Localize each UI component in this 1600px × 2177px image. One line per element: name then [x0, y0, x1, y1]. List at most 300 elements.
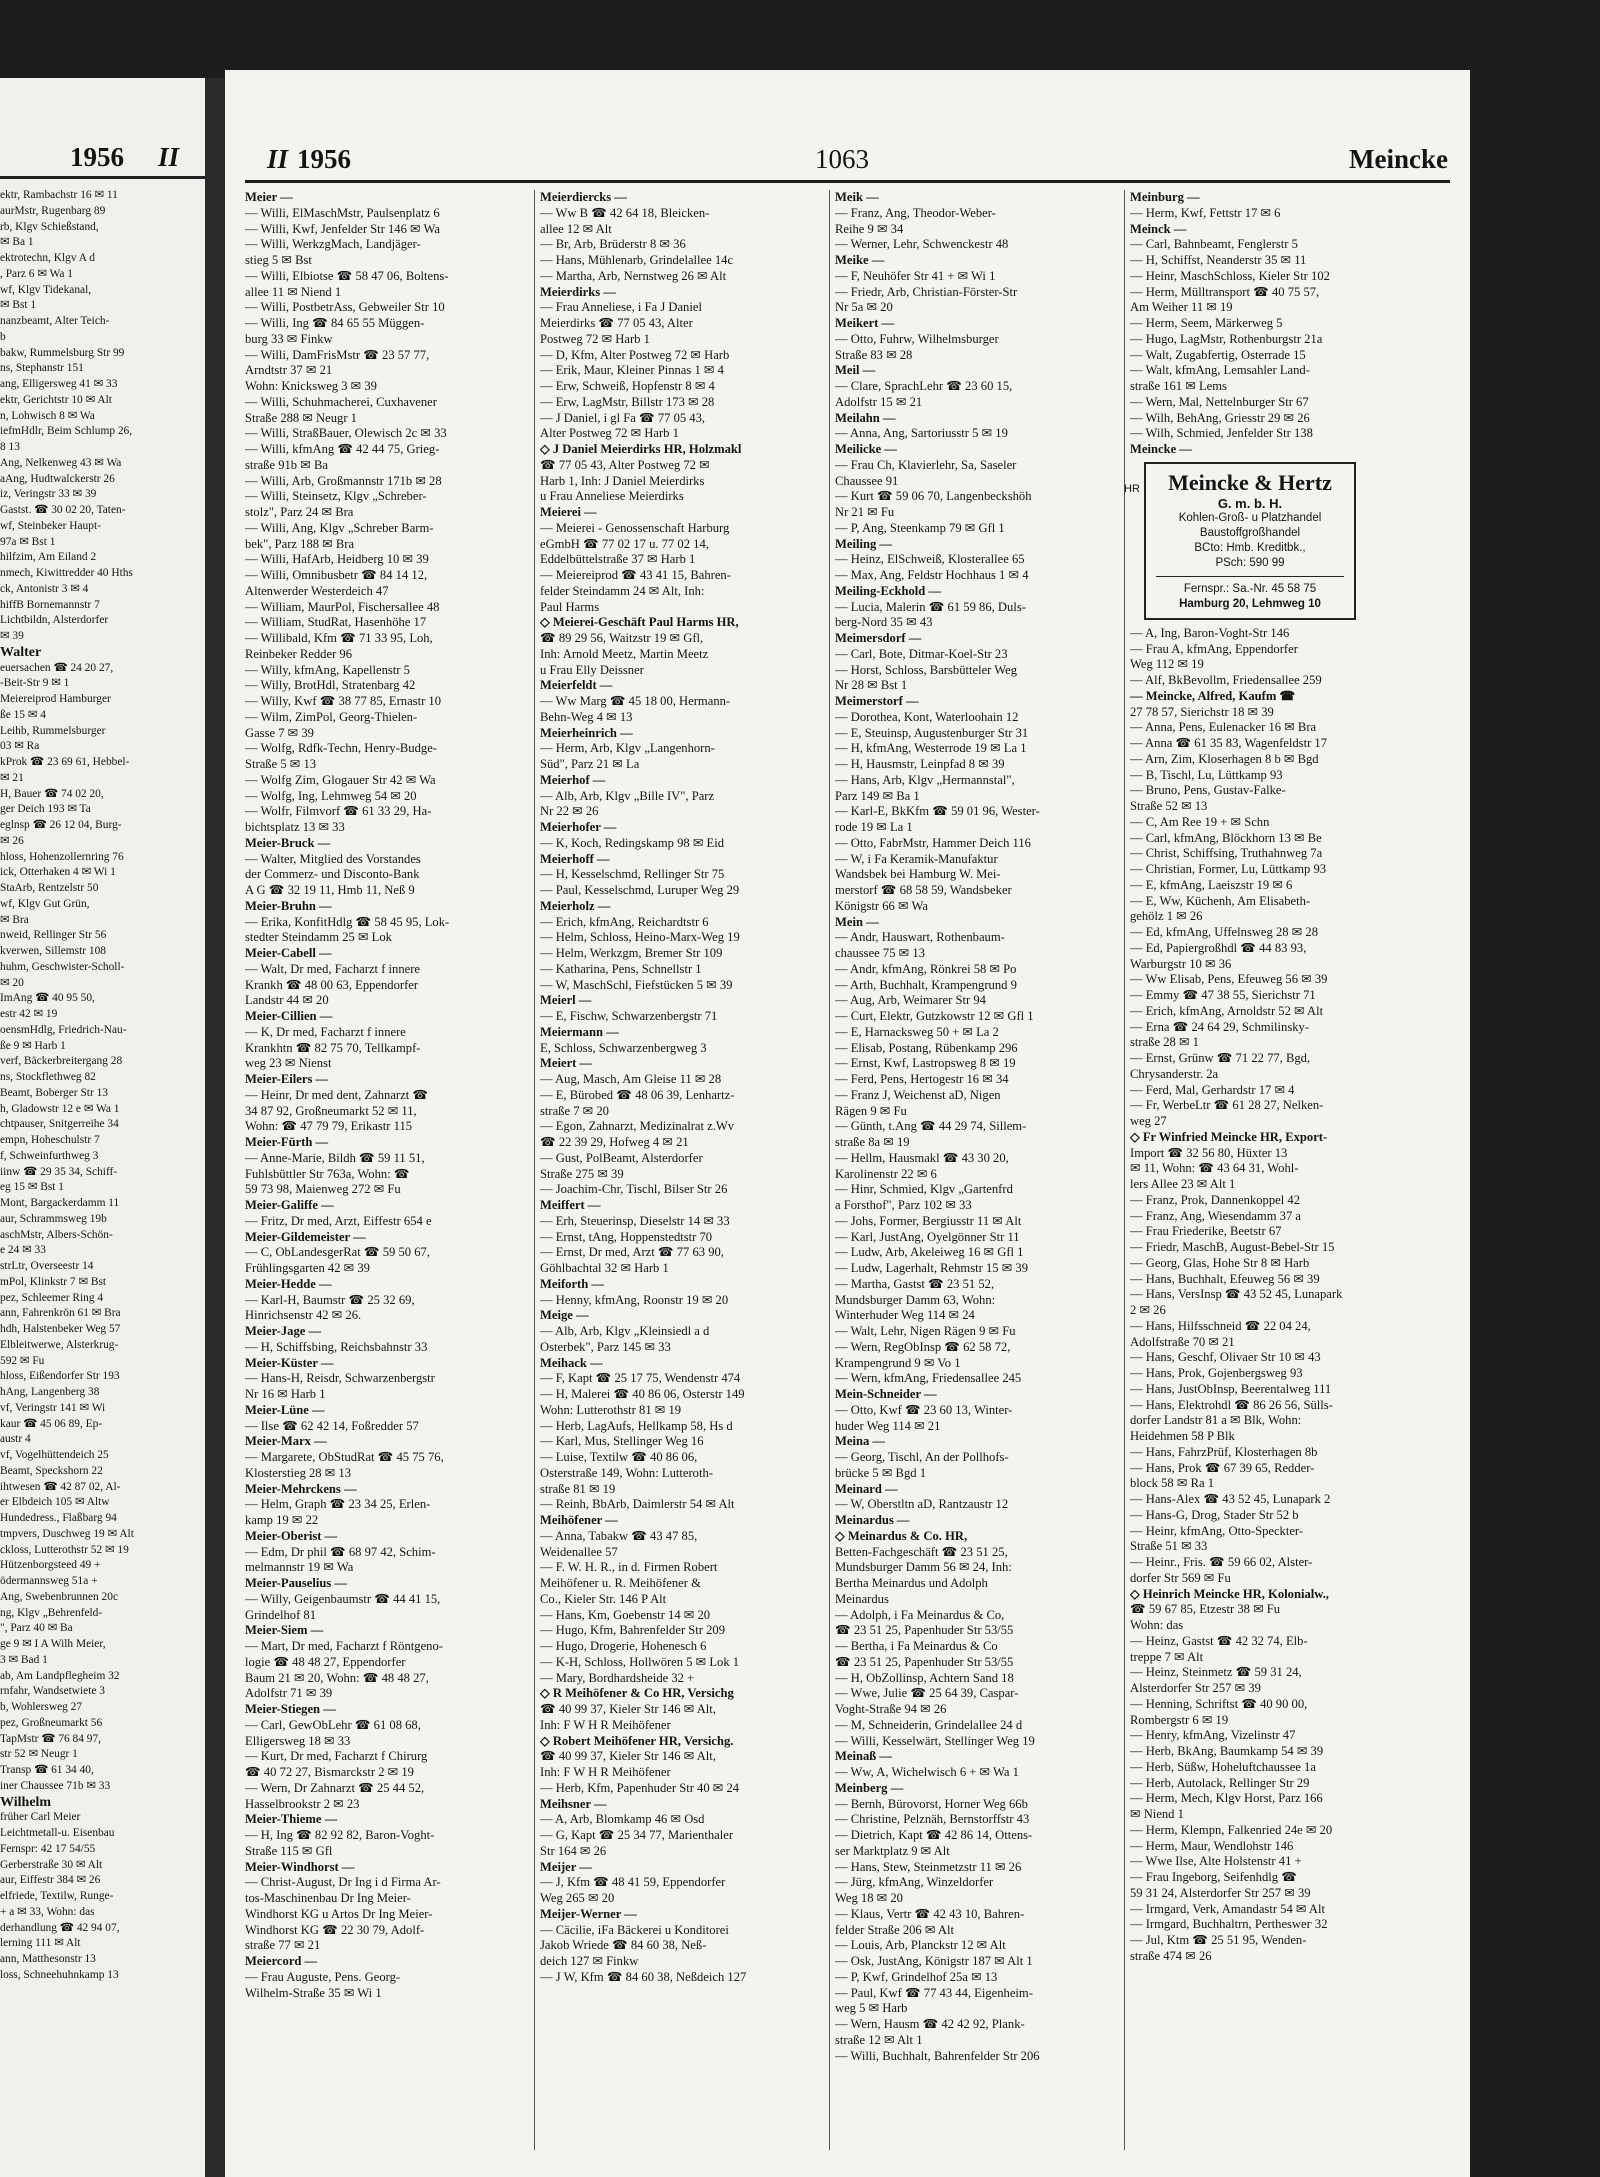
directory-surname-heading: Meinck — — [1130, 221, 1187, 236]
previous-page-line: ann, Fahrenkrön 61 ✉ Bra — [0, 1307, 121, 1320]
directory-surname-heading: Meierheinrich — — [540, 725, 633, 740]
directory-surname-heading: Meier — — [245, 190, 293, 204]
directory-surname-heading: Meier-Mehrckens — — [245, 1481, 357, 1496]
directory-entry-line: — H, Schiffsbing, Reichsbahnstr 33 — [245, 1339, 428, 1354]
directory-entry-line: Eddelbüttelstraße 37 ✉ Harb 1 — [540, 552, 696, 567]
directory-entry-line: Wohn: das — [1130, 1618, 1184, 1632]
ad-company-name: Meincke & Hertz — [1168, 469, 1332, 495]
directory-entry-line: — Hinr, Schmied, Klgv „Gartenfrd — [835, 1182, 1013, 1197]
directory-entry-line: — Christian, Former, Lu, Lüttkamp 93 — [1130, 862, 1327, 876]
previous-page-line: ImAng ☎ 40 95 50, — [0, 992, 95, 1005]
directory-entry-line: — Ernst, Kwf, Lastropsweg 8 ✉ 19 — [835, 1056, 1016, 1071]
directory-entry-line: Rägen 9 ✉ Fu — [835, 1103, 907, 1118]
directory-entry-line: — Margarete, ObStudRat ☎ 45 75 76, — [245, 1450, 444, 1464]
previous-page-line: ihtwesen ☎ 42 87 02, Al- — [0, 1480, 121, 1493]
directory-entry-line: — H, Kesselschmd, Rellinger Str 75 — [540, 867, 725, 882]
directory-entry-line: — Wern, kfmAng, Friedensallee 245 — [835, 1371, 1022, 1386]
directory-entry-line: ☎ 22 39 29, Hofweg 4 ✉ 21 — [540, 1135, 689, 1149]
directory-entry-line: Weg 18 ✉ 20 — [835, 1891, 903, 1905]
previous-page-line: 3 ✉ Bad 1 — [0, 1653, 48, 1666]
previous-page-line: ", Parz 40 ✉ Ba — [0, 1622, 73, 1635]
previous-page-line: ✉ 20 — [0, 976, 24, 989]
directory-entry-line: — Klaus, Vertr ☎ 42 43 10, Bahren- — [835, 1906, 1025, 1921]
directory-entry-line: ◇ R Meihöfener & Co HR, Versichg — [540, 1686, 734, 1701]
directory-entry-line: gehölz 1 ✉ 26 — [1130, 909, 1203, 924]
directory-entry-line: — Erw, LagMstr, Billstr 173 ✉ 28 — [540, 394, 715, 409]
directory-entry-line: Weg 112 ✉ 19 — [1130, 657, 1204, 672]
directory-entry-line: Chaussee 91 — [835, 473, 899, 488]
directory-entry-line: — Ww Elisab, Pens, Efeuweg 56 ✉ 39 — [1130, 972, 1328, 987]
ad-legal-form: G. m. b. H. — [1217, 495, 1283, 511]
previous-page-line: empn, Hoheschulstr 7 — [0, 1134, 100, 1146]
directory-entry-line: Alter Postweg 72 ✉ Harb 1 — [540, 426, 679, 441]
column-4-entries-top — [1130, 190, 1430, 458]
previous-page-line: Beamt, Speckshorn 22 — [0, 1464, 103, 1477]
directory-entry-line: Wohn: ☎ 47 79 79, Erikastr 115 — [245, 1119, 413, 1134]
previous-page-line: ektr, Rambachstr 16 ✉ 11 — [0, 189, 118, 201]
ad-bank-line: BCto: Hmb. Kreditbk., — [1194, 541, 1306, 554]
directory-entry-line: felder Straße 206 ✉ Alt — [835, 1922, 954, 1937]
directory-surname-heading: Meier-Bruck — — [245, 835, 331, 850]
directory-entry-line: stolz", Parz 24 ✉ Bra — [245, 505, 354, 519]
directory-entry-line: — Carl, kfmAng, Blöckhorn 13 ✉ Be — [1130, 830, 1322, 845]
directory-entry-line: — Wern, RegObInsp ☎ 62 58 72, — [835, 1339, 1011, 1354]
directory-entry-line: — Friedr, Arb, Christian-Förster-Str — [835, 284, 1018, 299]
directory-entry-line: — K-H, Schloss, Hollwören 5 ✉ Lok 1 — [540, 1654, 740, 1669]
directory-entry-line: u Frau Elly Deissner — [540, 662, 644, 677]
directory-entry-line: — E, Harnacksweg 50 + ✉ La 2 — [835, 1024, 999, 1039]
directory-entry-line: dorfer Landstr 81 a ✉ Blk, Wohn: — [1130, 1413, 1302, 1428]
directory-entry-line: — Erna ☎ 24 64 29, Schmilinsky- — [1130, 1019, 1310, 1034]
directory-entry-line: — E, Bürobed ☎ 48 06 39, Lenhartz- — [540, 1087, 735, 1102]
previous-page-line: Lichtbildn, Alsterdorfer — [0, 614, 109, 627]
directory-entry-line: — Mary, Bordhardsheide 32 + — [540, 1670, 695, 1685]
directory-entry-line: — Herm, Kwf, Fettstr 17 ✉ 6 — [1130, 205, 1281, 220]
previous-page-line: Leichtmetall-u. Eisenbau — [0, 1827, 115, 1839]
directory-entry-line: — Erik, Maur, Kleiner Pinnas 1 ✉ 4 — [540, 363, 724, 378]
directory-entry-line: — Andr, Hauswart, Rothenbaum- — [835, 930, 1005, 945]
directory-entry-line: Grindelhof 81 — [245, 1607, 316, 1622]
previous-page-line: Meiereiprod Hamburger — [0, 693, 111, 705]
directory-entry-line: Göhlbachtal 32 ✉ Harb 1 — [540, 1261, 669, 1275]
previous-page-line: iinw ☎ 29 35 34, Schiff- — [0, 1165, 118, 1178]
previous-page-line: aschMstr, Albers-Schön- — [0, 1228, 113, 1241]
previous-page-line: + a ✉ 33, Wohn: das — [0, 1905, 95, 1918]
directory-surname-heading: Meihsner — — [540, 1796, 607, 1811]
directory-entry-line: — Frau A, kfmAng, Eppendorfer — [1130, 641, 1298, 656]
column-1 — [245, 190, 535, 2001]
directory-entry-line: — Walt, Lehr, Nigen Rägen 9 ✉ Fu — [835, 1324, 1016, 1338]
directory-entry-line: — Lucia, Malerin ☎ 61 59 86, Duls- — [835, 599, 1026, 614]
directory-entry-line: — Franz, Ang, Wiesendamm 37 a — [1130, 1208, 1301, 1223]
directory-surname-heading: Meier-Oberist — — [245, 1528, 338, 1543]
directory-entry-line: 2 ✉ 26 — [1130, 1303, 1166, 1317]
directory-surname-heading: Meina — — [835, 1434, 886, 1449]
directory-entry-line: Nr 5a ✉ 20 — [835, 300, 893, 315]
previous-page-line: aur, Eiffestr 384 ✉ 26 — [0, 1874, 101, 1887]
directory-entry-line: — Christ-August, Dr Ing i d Firma Ar- — [245, 1875, 441, 1890]
directory-entry-line: E, Schloss, Schwarzenbergweg 3 — [540, 1040, 707, 1055]
directory-entry-line: — Hans, Prok ☎ 67 39 65, Redder- — [1130, 1460, 1315, 1475]
directory-entry-line: — Christine, Pelznäh, Bernstorffstr 43 — [835, 1812, 1030, 1827]
directory-entry-line: — Ernst, Grünw ☎ 71 22 77, Bgd, — [1130, 1051, 1311, 1065]
directory-entry-line: Frühlingsgarten 42 ✉ 39 — [245, 1261, 370, 1275]
directory-surname-heading: Mein-Schneider — — [835, 1387, 937, 1401]
directory-surname-heading: Meimersdorf — — [835, 631, 922, 645]
previous-page-line: tmpvers, Duschweg 19 ✉ Alt — [0, 1527, 134, 1540]
directory-entry-line: — Hellm, Hausmakl ☎ 43 30 20, — [835, 1150, 1009, 1165]
directory-entry-line: — Willy, Kwf ☎ 38 77 85, Ernastr 10 — [245, 694, 442, 708]
directory-entry-line: straße 161 ✉ Lems — [1130, 379, 1227, 393]
directory-entry-line: — Reinh, BbArb, Daimlerstr 54 ✉ Alt — [540, 1497, 735, 1512]
directory-entry-line: Landstr 44 ✉ 20 — [245, 993, 329, 1008]
directory-entry-line: melmannstr 19 ✉ Wa — [245, 1560, 354, 1575]
directory-entry-line: — Edm, Dr phil ☎ 68 97 42, Schim- — [245, 1544, 436, 1559]
previous-page-line: iefmHdlr, Beim Schlump 26, — [0, 425, 133, 438]
directory-entry-line: Voght-Straße 94 ✉ 26 — [835, 1702, 947, 1716]
column-4 — [1124, 190, 1430, 1965]
previous-page-line: ✉ 21 — [0, 771, 24, 784]
directory-entry-line: — Cäcilie, iFa Bäckerei u Konditorei — [540, 1922, 729, 1937]
previous-page-line: TapMstr ☎ 76 84 97, — [0, 1732, 102, 1745]
directory-surname-heading: Meier-Stiegen — — [245, 1702, 336, 1716]
directory-entry-line: Osterstraße 149, Wohn: Lutteroth- — [540, 1465, 713, 1480]
previous-page-line: ng, Klgv „Behrenfeld- — [0, 1606, 103, 1619]
directory-entry-line: — Herb, Kfm, Papenhuder Str 40 ✉ 24 — [540, 1780, 740, 1795]
directory-entry-line: — Meierei - Genossenschaft Harburg — [540, 520, 730, 535]
directory-entry-line: — Wern, Mal, Nettelnburger Str 67 — [1130, 394, 1309, 409]
directory-entry-line: Straße 51 ✉ 33 — [1130, 1539, 1208, 1554]
directory-entry-line: — Carl, Bote, Ditmar-Koel-Str 23 — [835, 646, 1008, 661]
directory-entry-line: — Ww, A, Wichelwisch 6 + ✉ Wa 1 — [835, 1765, 1019, 1779]
directory-entry-line: — Hugo, Drogerie, Hohenesch 6 — [540, 1639, 707, 1653]
directory-surname-heading: Meier-Cabell — — [245, 946, 332, 960]
directory-surname-heading: Meige — — [540, 1308, 589, 1323]
previous-page-text — [0, 188, 205, 1984]
directory-entry-line: — Hugo, Kfm, Bahrenfelder Str 209 — [540, 1623, 726, 1638]
directory-entry-line: tos-Maschinenbau Dr Ing Meier- — [245, 1891, 411, 1905]
directory-page — [225, 70, 1470, 2177]
directory-entry-line: — Willi, StraßBauer, Olewisch 2c ✉ 33 — [245, 426, 447, 441]
previous-page-line: hloss, Hohenzollernring 76 — [0, 850, 124, 863]
directory-entry-line: — Franz, Ang, Theodor-Weber- — [835, 205, 996, 220]
directory-entry-line: A G ☎ 32 19 11, Hmb 11, Neß 9 — [245, 883, 415, 897]
directory-entry-line: Reinbeker Redder 96 — [245, 646, 353, 661]
directory-entry-line: — Kurt ☎ 59 06 70, Langenbeckshöh — [835, 489, 1032, 504]
directory-entry-line: — E, Steuinsp, Augustenburger Str 31 — [835, 725, 1029, 740]
directory-entry-line: — William, MaurPol, Fischersallee 48 — [245, 599, 440, 614]
previous-page-line: Leihb, Rummelsburger — [0, 724, 106, 737]
previous-page-line: eg 15 ✉ Bst 1 — [0, 1181, 64, 1194]
directory-entry-line: Str 164 ✉ 26 — [540, 1843, 607, 1858]
advertisement-box — [1124, 462, 1356, 620]
directory-entry-line: — Carl, GewObLehr ☎ 61 08 68, — [245, 1717, 421, 1732]
directory-entry-line: — Wolfg, Ing, Lehmweg 54 ✉ 20 — [245, 788, 417, 803]
previous-page-line: er Elbdeich 105 ✉ Altw — [0, 1496, 110, 1509]
directory-entry-line: Elligersweg 18 ✉ 33 — [245, 1733, 351, 1748]
directory-entry-line: — Willi, kfmAng ☎ 42 44 75, Grieg- — [245, 442, 440, 456]
column-2 — [540, 190, 830, 1986]
directory-entry-line: Krankhtn ☎ 82 75 70, Tellkampf- — [245, 1040, 421, 1055]
previous-page-line: Wilhelm — [0, 1794, 52, 1810]
directory-surname-heading: Meilicke — — [835, 442, 897, 456]
directory-entry-line: — Erw, Schweiß, Hopfenstr 8 ✉ 4 — [540, 379, 715, 393]
directory-entry-line: — Ernst, Dr med, Arzt ☎ 77 63 90, — [540, 1245, 724, 1260]
directory-surname-heading: Meike — — [835, 253, 885, 267]
directory-entry-line: — Hans, Geschf, Olivaer Str 10 ✉ 43 — [1130, 1350, 1321, 1365]
directory-entry-line: Fuhlsbüttler Str 763a, Wohn: ☎ — [245, 1166, 410, 1181]
directory-entry-line: — E, Fischw, Schwarzenbergstr 71 — [540, 1009, 718, 1023]
directory-entry-line: Straße 115 ✉ Gfl — [245, 1843, 333, 1858]
directory-entry-line: — Hans, Stew, Steinmetzstr 11 ✉ 26 — [835, 1859, 1022, 1874]
directory-entry-line: — P, Kwf, Grindelhof 25a ✉ 13 — [835, 1969, 998, 1984]
directory-entry-line: — Frau Ingeborg, Seifenhdlg ☎ — [1130, 1870, 1297, 1884]
page-number: 1063 — [815, 144, 869, 174]
previous-page-line: ✉ 39 — [0, 630, 24, 642]
column-3 — [835, 190, 1125, 2064]
directory-entry-line: — Bertha, i Fa Meinardus & Co — [835, 1639, 998, 1653]
directory-entry-line: Am Weiher 11 ✉ 19 — [1130, 300, 1233, 315]
directory-entry-line: — Anne-Marie, Bildh ☎ 59 11 51, — [245, 1150, 425, 1165]
header-year: 1956 — [297, 144, 351, 174]
directory-entry-line: ☎ 23 51 25, Papenhuder Str 53/55 — [835, 1623, 1014, 1638]
directory-entry-line: — K, Dr med, Facharzt f innere — [245, 1024, 406, 1039]
previous-page-line: Gerberstraße 30 ✉ Alt — [0, 1858, 103, 1871]
previous-page-line: Hützenborgsteed 49 + — [0, 1559, 101, 1572]
previous-page-numeral: II — [158, 142, 180, 172]
previous-page-line: ✉ Bra — [0, 913, 29, 926]
directory-surname-heading: Meimerstorf — — [835, 694, 919, 708]
directory-entry-line: — Alb, Arb, Klgv „Bille IV", Parz — [540, 788, 715, 803]
previous-page-line: Gastst. ☎ 30 02 20, Taten- — [0, 504, 126, 516]
directory-surname-heading: Meier-Thieme — — [245, 1812, 338, 1827]
directory-entry-line: ☎ 40 72 27, Bismarckstr 2 ✉ 19 — [245, 1765, 414, 1779]
directory-entry-line: — Willi, Ang, Klgv „Schreber Barm- — [245, 520, 434, 535]
directory-entry-line: huder Weg 114 ✉ 21 — [835, 1418, 941, 1433]
directory-entry-line: stedter Steindamm 25 ✉ Lok — [245, 930, 392, 945]
previous-page-line: kaur ☎ 45 06 89, Ep- — [0, 1417, 103, 1430]
previous-page-line: 8 13 — [0, 441, 20, 453]
directory-entry-line: — C, ObLandesgerRat ☎ 59 50 67, — [245, 1245, 430, 1260]
directory-entry-line: — Willy, BrotHdl, Stratenbarg 42 — [245, 678, 416, 693]
directory-entry-line: — Hans, Elektrohdl ☎ 86 26 56, Sülls- — [1130, 1397, 1333, 1412]
directory-surname-heading: Meierholz — — [540, 898, 611, 913]
directory-entry-line: Nr 16 ✉ Harb 1 — [245, 1387, 326, 1401]
directory-entry-line: — J, Kfm ☎ 48 41 59, Eppendorfer — [540, 1875, 726, 1890]
directory-entry-line: — F, Kapt ☎ 25 17 75, Wendenstr 474 — [540, 1371, 741, 1386]
directory-entry-line: — Willi, ElMaschMstr, Paulsenplatz 6 — [245, 205, 440, 220]
directory-entry-line: — Willi, Ing ☎ 84 65 55 Müggen- — [245, 316, 425, 330]
directory-entry-line: — Hans-Alex ☎ 43 52 45, Lunapark 2 — [1130, 1492, 1331, 1506]
directory-entry-line: — J W, Kfm ☎ 84 60 38, Neßdeich 127 — [540, 1969, 747, 1984]
previous-page-header — [0, 136, 205, 179]
directory-entry-line: dorfer Str 569 ✉ Fu — [1130, 1570, 1231, 1585]
directory-entry-line: — K, Koch, Redingskamp 98 ✉ Eid — [540, 835, 725, 850]
directory-entry-line: Meihöfener u. R. Meihöfener & — [540, 1576, 701, 1590]
previous-page-line: ick, Otterhaken 4 ✉ Wi 1 — [0, 866, 116, 879]
directory-surname-heading: Meier-Jage — — [245, 1324, 322, 1338]
directory-entry-line: Jakob Wriede ☎ 84 60 38, Neß- — [540, 1938, 707, 1953]
book-gutter — [205, 78, 225, 2177]
directory-entry-line: — Herb, LagAufs, Hellkamp 58, Hs d — [540, 1418, 733, 1433]
previous-page-line: kProk ☎ 23 69 61, Hebbel- — [0, 756, 130, 768]
directory-surname-heading: Meijer — — [540, 1859, 592, 1874]
directory-entry-line: — Erich, kfmAng, Arnoldstr 52 ✉ Alt — [1130, 1003, 1324, 1018]
directory-entry-line: — H, Schiffst, Neanderstr 35 ✉ 11 — [1130, 253, 1307, 267]
directory-entry-line: — Meincke, Alfred, Kaufm ☎ — [1130, 688, 1296, 703]
directory-entry-line: — Alf, BkBevollm, Friedensallee 259 — [1130, 673, 1322, 687]
directory-entry-line: 27 78 57, Sierichstr 18 ✉ 39 — [1130, 704, 1274, 719]
directory-surname-heading: Meier-Pauselius — — [245, 1576, 348, 1590]
directory-entry-line: — Heinr, kfmAng, Otto-Speckter- — [1130, 1523, 1304, 1538]
previous-page-line: h, Gladowstr 12 e ✉ Wa 1 — [0, 1102, 120, 1115]
directory-entry-line: — Hugo, LagMstr, Rothenburgstr 21a — [1130, 331, 1323, 346]
directory-entry-line: Postweg 72 ✉ Harb 1 — [540, 331, 650, 346]
previous-page-line: mPol, Klinkstr 7 ✉ Bst — [0, 1275, 107, 1288]
directory-entry-line: Paul Harms — [540, 599, 600, 614]
previous-page-line: f, Schweinfurthweg 3 — [0, 1149, 99, 1162]
directory-entry-line: Wohn: Lutterothstr 81 ✉ 19 — [540, 1402, 682, 1417]
directory-entry-line: treppe 7 ✉ Alt — [1130, 1649, 1204, 1664]
directory-entry-line: — Wern, Dr Zahnarzt ☎ 25 44 52, — [245, 1780, 425, 1795]
directory-entry-line: — Anna, Ang, Sartoriusstr 5 ✉ 19 — [835, 426, 1008, 441]
directory-entry-line: straße 474 ✉ 26 — [1130, 1948, 1212, 1963]
directory-entry-line: — Hans, JustObInsp, Beerentalweg 111 — [1130, 1381, 1332, 1396]
directory-surname-heading: Mein — — [835, 914, 879, 929]
previous-page-line: Walter — [0, 644, 42, 660]
directory-entry-line: burg 33 ✉ Finkw — [245, 331, 333, 346]
previous-page-line: ck, Antonistr 3 ✉ 4 — [0, 582, 89, 595]
directory-entry-line: — Henny, kfmAng, Roonstr 19 ✉ 20 — [540, 1292, 729, 1307]
directory-entry-line: Wilhelm-Straße 35 ✉ Wi 1 — [245, 1985, 382, 2000]
previous-page-line: derhandlung ☎ 42 94 07, — [0, 1921, 120, 1934]
directory-entry-line: — Georg, Glas, Hohe Str 8 ✉ Harb — [1130, 1255, 1310, 1270]
previous-page-line: n, Lohwisch 8 ✉ Wa — [0, 409, 95, 422]
directory-surname-heading: Meier-Küster — — [245, 1355, 334, 1370]
directory-entry-line: — E, kfmAng, Laeiszstr 19 ✉ 6 — [1130, 877, 1293, 892]
directory-entry-line: straße 77 ✉ 21 — [245, 1938, 321, 1953]
directory-entry-line: — Willi, Buchhalt, Bahrenfelder Str 206 — [835, 2048, 1040, 2063]
directory-entry-line: — Katharina, Pens, Schnellstr 1 — [540, 961, 702, 976]
directory-entry-line: — Herm, Mülltransport ☎ 40 75 57, — [1130, 284, 1320, 299]
previous-page-line: chtpauser, Snitgerreihe 34 — [0, 1118, 119, 1131]
directory-entry-line: Co., Kieler Str. 146 P Alt — [540, 1591, 667, 1606]
directory-entry-line: ser Marktplatz 9 ✉ Alt — [835, 1843, 950, 1858]
directory-entry-line: — Ernst, tAng, Hoppenstedtstr 70 — [540, 1229, 713, 1244]
directory-entry-line: logie ☎ 48 48 27, Eppendorfer — [245, 1654, 406, 1669]
directory-entry-line: Straße 83 ✉ 28 — [835, 347, 913, 362]
directory-surname-heading: Meier-Gildemeister — — [245, 1229, 366, 1244]
directory-entry-line: Straße 52 ✉ 13 — [1130, 799, 1208, 813]
directory-entry-line: Arndtstr 37 ✉ 21 — [245, 363, 333, 378]
column-4-entries-bottom — [1130, 626, 1430, 1965]
directory-entry-line: — Horst, Schloss, Barsbütteler Weg — [835, 662, 1018, 677]
previous-page-line: pez, Schleemer Ring 4 — [0, 1291, 104, 1304]
previous-page-line: iz, Veringstr 33 ✉ 39 — [0, 488, 97, 501]
directory-entry-line: Wohn: Knicksweg 3 ✉ 39 — [245, 379, 377, 393]
directory-surname-heading: Meinburg — — [1130, 190, 1200, 204]
directory-entry-line: — A, Arb, Blomkamp 46 ✉ Osd — [540, 1812, 705, 1827]
directory-entry-line: ☎ 59 67 85, Etzestr 38 ✉ Fu — [1130, 1602, 1281, 1617]
previous-page-line: rb, Klgv Schießstand, — [0, 220, 99, 233]
directory-entry-line: — Henry, kfmAng, Vizelinstr 47 — [1130, 1728, 1296, 1743]
directory-entry-line: — Willi, Kwf, Jenfelder Str 146 ✉ Wa — [245, 221, 440, 236]
directory-entry-line: — Max, Ang, Feldstr Hochhaus 1 ✉ 4 — [835, 568, 1029, 582]
directory-entry-line: — Helm, Schloss, Heino-Marx-Weg 19 — [540, 930, 740, 945]
directory-entry-line: — Clare, SprachLehr ☎ 23 60 15, — [835, 379, 1013, 393]
directory-entry-line: — F. W. H. R., in d. Firmen Robert — [540, 1560, 718, 1575]
previous-page-line: vf, Veringstr 141 ✉ Wi — [0, 1401, 106, 1414]
directory-entry-line: eGmbH ☎ 77 02 17 u. 77 02 14, — [540, 536, 709, 551]
previous-page-line: ektr, Gerichtstr 10 ✉ Alt — [0, 393, 112, 406]
directory-entry-line: — Hans, FahrzPrüf, Klosterhagen 8b — [1130, 1444, 1318, 1459]
directory-surname-heading: Meier-Marx — — [245, 1434, 327, 1449]
directory-surname-heading: Meier-Hedde — — [245, 1276, 332, 1291]
previous-page-line: pez, Großneumarkt 56 — [0, 1716, 103, 1729]
directory-entry-line: Karolinenstr 22 ✉ 6 — [835, 1166, 937, 1181]
directory-entry-line: — Hans, Arb, Klgv „Hermannstal", — [835, 772, 1015, 787]
directory-entry-line: — Paul, Kesselschmd, Luruper Weg 29 — [540, 883, 740, 897]
directory-entry-line: — Karl-H, Baumstr ☎ 25 32 69, — [245, 1292, 415, 1307]
directory-entry-line: Inh: F W H R Meihöfener — [540, 1765, 671, 1779]
directory-entry-line: Inh: Arnold Meetz, Martin Meetz — [540, 646, 709, 661]
directory-entry-line: — Willi, Steinsetz, Klgv „Schreber- — [245, 489, 427, 504]
directory-surname-heading: Meinberg — — [835, 1780, 904, 1795]
directory-entry-line: — Jul, Ktm ☎ 25 51 95, Wenden- — [1130, 1933, 1307, 1947]
previous-page-line: 592 ✉ Fu — [0, 1354, 45, 1367]
directory-entry-line: — Friedr, MaschB, August-Bebel-Str 15 — [1130, 1240, 1335, 1254]
directory-entry-line: berg-Nord 35 ✉ 43 — [835, 615, 933, 630]
directory-entry-line: — Walter, Mitglied des Vorstandes — [245, 851, 421, 866]
previous-page-line: aAng, Hudtwalckerstr 26 — [0, 472, 115, 485]
directory-entry-line: straße 7 ✉ 20 — [540, 1103, 609, 1118]
directory-surname-heading: Meik — — [835, 190, 879, 204]
previous-page-line: ße 9 ✉ Harb 1 — [0, 1039, 66, 1052]
directory-surname-heading: Meier-Eilers — — [245, 1072, 329, 1086]
directory-entry-line: — Gust, PolBeamt, Alsterdorfer — [540, 1150, 703, 1165]
previous-page-line: hdh, Halstenbeker Weg 57 — [0, 1323, 121, 1335]
directory-entry-line: Betten-Fachgeschäft ☎ 23 51 25, — [835, 1544, 1008, 1559]
directory-entry-line: — Erich, kfmAng, Reichardtstr 6 — [540, 914, 709, 929]
directory-entry-line: — Joachim-Chr, Tischl, Bilser Str 26 — [540, 1182, 728, 1197]
directory-entry-line: — Arth, Buchhalt, Krampengrund 9 — [835, 977, 1017, 992]
directory-entry-line: — Fritz, Dr med, Arzt, Eiffestr 654 e — [245, 1213, 432, 1228]
directory-entry-line: ◇ J Daniel Meierdirks HR, Holzmakl — [540, 442, 742, 456]
page-header — [245, 140, 1450, 183]
ad-bank-line: PSch: 590 99 — [1215, 556, 1285, 569]
directory-entry-line: — Wwe, Julie ☎ 25 64 39, Caspar- — [835, 1686, 1019, 1701]
previous-page-line: verf, Bäckerbreitergang 28 — [0, 1055, 123, 1068]
directory-entry-line: — Willi, WerkzgMach, Landjäger- — [245, 237, 421, 252]
directory-entry-line: — Bernh, Bürovorst, Horner Weg 66b — [835, 1796, 1028, 1811]
previous-page — [0, 78, 205, 2177]
directory-entry-line: allee 11 ✉ Niend 1 — [245, 284, 342, 299]
directory-entry-line: — Osk, JustAng, Königstr 187 ✉ Alt 1 — [835, 1954, 1033, 1968]
previous-page-line: loss, Schneehuhnkamp 13 — [0, 1968, 119, 1981]
previous-page-line: 97a ✉ Bst 1 — [0, 535, 56, 548]
previous-page-line: austr 4 — [0, 1433, 31, 1446]
directory-entry-line: Behn-Weg 4 ✉ 13 — [540, 709, 633, 724]
previous-page-line: elfriede, Textilw, Runge- — [0, 1890, 114, 1902]
directory-surname-heading: Meiling — — [835, 536, 893, 551]
previous-page-line: nanzbeamt, Alter Teich- — [0, 315, 110, 327]
directory-entry-line: Alsterdorfer Str 257 ✉ 39 — [1130, 1681, 1261, 1695]
directory-entry-line: bek", Parz 188 ✉ Bra — [245, 536, 355, 551]
previous-page-line: ger Deich 193 ✉ Ta — [0, 803, 91, 816]
directory-entry-line: — Willi, Elbiotse ☎ 58 47 06, Boltens- — [245, 268, 449, 283]
directory-entry-line: — Herm, Maur, Wendlohstr 146 — [1130, 1838, 1294, 1853]
directory-surname-heading: Meinaß — — [835, 1749, 893, 1764]
